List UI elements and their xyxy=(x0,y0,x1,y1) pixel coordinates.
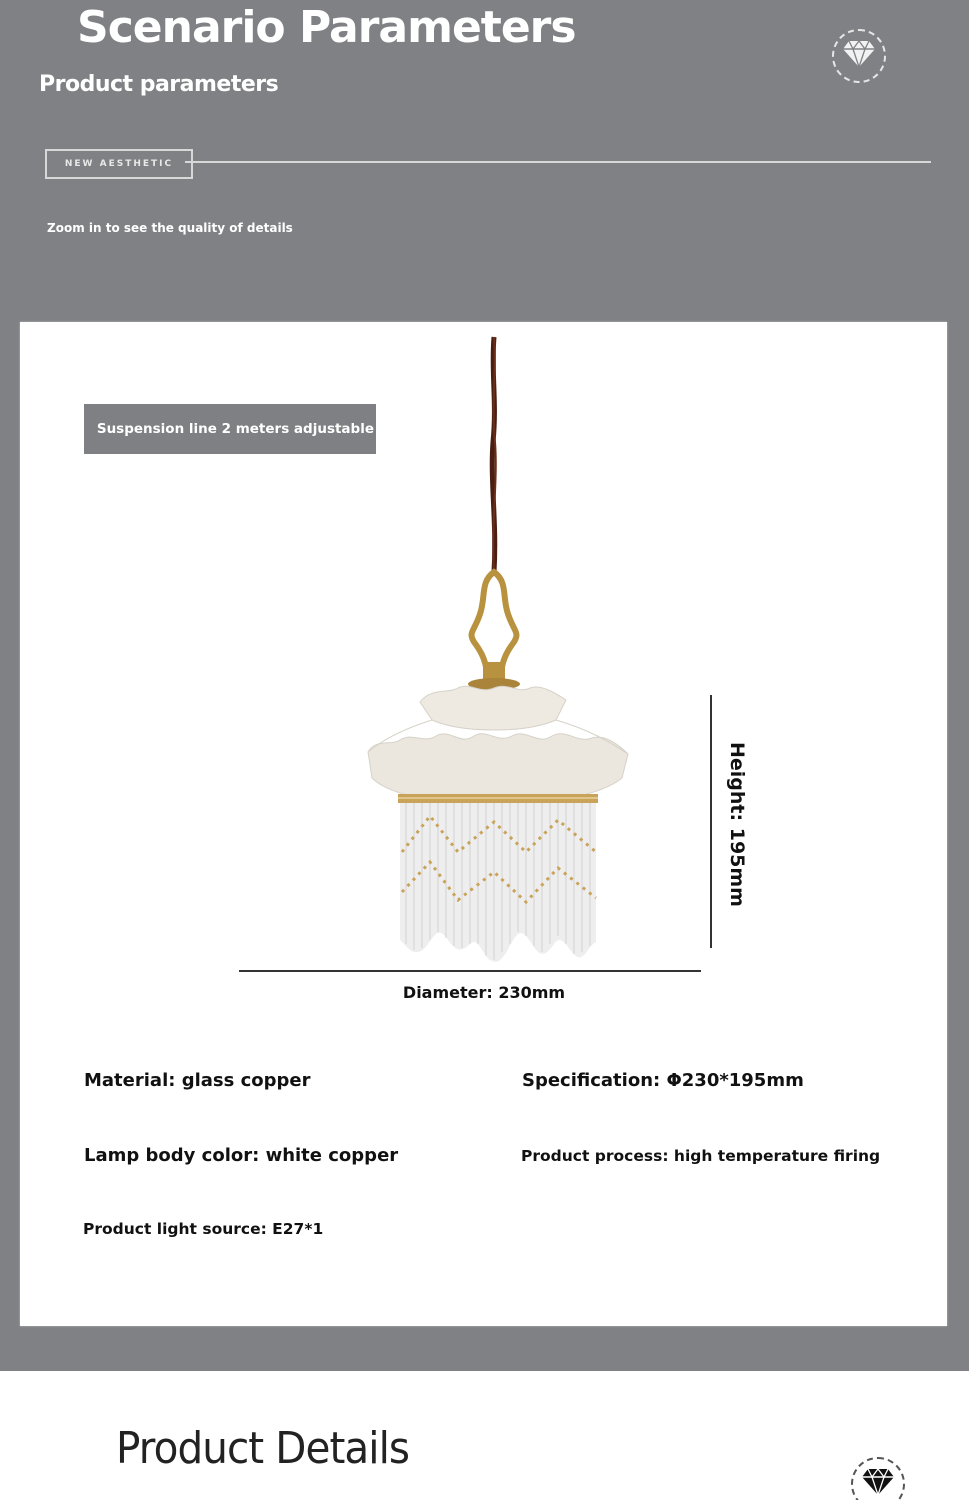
height-label: Height: 195mm xyxy=(726,742,748,907)
pendant-lamp-image xyxy=(340,332,660,972)
diameter-label: Diameter: 230mm xyxy=(402,983,566,1002)
divider-line xyxy=(185,161,931,163)
diamond-icon xyxy=(842,40,876,72)
suspension-line-label: Suspension line 2 meters adjustable xyxy=(84,404,376,454)
height-dimension-line xyxy=(710,695,712,948)
page-subtitle: Product parameters xyxy=(39,72,279,97)
spec-process: Product process: high temperature firing xyxy=(521,1147,881,1165)
section-title: Product Details xyxy=(116,1423,410,1474)
diamond-icon xyxy=(861,1468,895,1500)
new-aesthetic-tag: NEW AESTHETIC xyxy=(45,149,193,179)
page-title: Scenario Parameters xyxy=(77,2,576,53)
zoom-note: Zoom in to see the quality of details xyxy=(47,221,293,235)
diameter-dimension-line xyxy=(239,970,701,972)
product-details-section xyxy=(0,1371,969,1500)
spec-body-color: Lamp body color: white copper xyxy=(84,1145,399,1166)
spec-specification: Specification: Φ230*195mm xyxy=(522,1070,804,1091)
spec-light-source: Product light source: E27*1 xyxy=(83,1220,324,1238)
product-parameters-card xyxy=(20,322,947,1326)
diamond-badge-dark xyxy=(851,1457,905,1500)
spec-material: Material: glass copper xyxy=(84,1070,311,1091)
diamond-badge xyxy=(832,29,886,83)
